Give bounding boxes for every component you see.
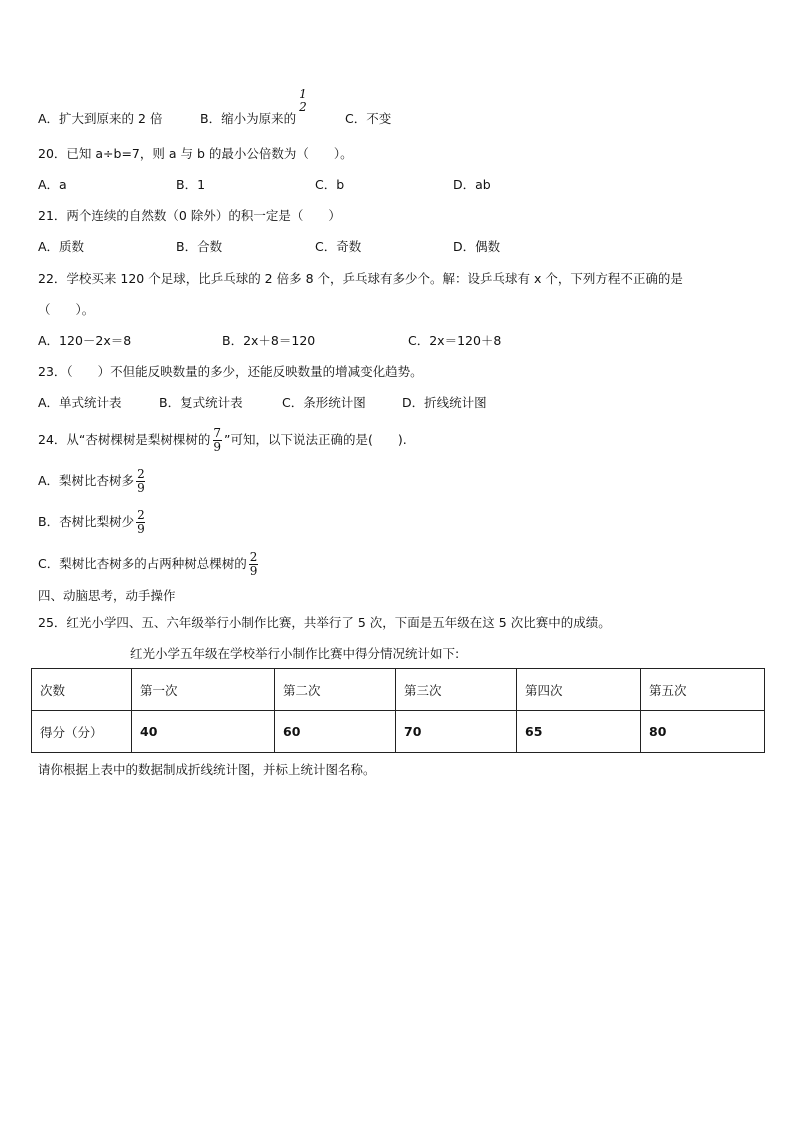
q19-option-a-text: A．扩大到原来的 2 倍 bbox=[38, 111, 163, 126]
q25-stem: 25．红光小学四、五、六年级举行小制作比赛，共举行了 5 次，下面是五年级在这 5 次比赛中的成绩。 bbox=[38, 615, 611, 630]
score-table bbox=[31, 668, 765, 753]
fraction-numerator: 2 bbox=[249, 550, 258, 564]
q22-stem: 22．学校买来 120 个足球，比乒乓球的 2 倍多 8 个，乒乓球有多少个。解：设乒乓球有 x 个，下列方程不正确的是 bbox=[38, 271, 683, 286]
table-header-cell: 第一次 bbox=[132, 669, 275, 711]
q21-option-a: A．质数 bbox=[38, 239, 85, 254]
q22-option-b: B．2x＋8＝120 bbox=[222, 333, 316, 348]
q23-option-a: A．单式统计表 bbox=[38, 395, 122, 410]
q19-fraction-denominator: 2 bbox=[299, 100, 307, 114]
q23-option-b: B．复式统计表 bbox=[159, 395, 243, 410]
q19-fraction bbox=[298, 88, 308, 114]
q24-stem-start: 24．从“杏树棵树是梨树棵树的 bbox=[38, 432, 211, 447]
q23-option-c: C．条形统计图 bbox=[282, 395, 366, 410]
q25-instruction: 请你根据上表中的数据制成折线统计图，并标上统计图名称。 bbox=[38, 762, 376, 777]
q20-option-b: B．1 bbox=[176, 177, 206, 192]
q24-option-c-text: C．梨树比杏树多的占两种树总棵树的 bbox=[38, 556, 247, 571]
fraction-denominator: 9 bbox=[137, 522, 145, 536]
q24-option-a-fraction bbox=[136, 468, 146, 495]
q23-stem: 23．（ ）不但能反映数量的多少，还能反映数量的增减变化趋势。 bbox=[38, 364, 423, 379]
q24-option-a bbox=[38, 464, 148, 498]
table-header-cell: 第四次 bbox=[517, 669, 641, 711]
q22-stem-continued: （ ）。 bbox=[38, 302, 95, 317]
q21-option-d: D．偶数 bbox=[453, 239, 501, 254]
section-heading: 四、动脑思考，动手操作 bbox=[38, 588, 176, 603]
fraction-numerator: 2 bbox=[137, 467, 145, 481]
fraction-denominator: 9 bbox=[249, 564, 258, 578]
q19-option-c bbox=[345, 111, 391, 127]
q22-option-a: A．120－2x＝8 bbox=[38, 333, 132, 348]
table-header-cell: 第五次 bbox=[641, 669, 765, 711]
q19-option-a bbox=[38, 111, 162, 127]
table-cell: 80 bbox=[641, 711, 765, 753]
q22-option-c: C．2x＝120＋8 bbox=[408, 333, 502, 348]
table-row-label: 得分（分） bbox=[32, 711, 132, 753]
fraction-numerator: 2 bbox=[137, 508, 145, 522]
q24-stem-end: ”可知，以下说法正确的是( ). bbox=[224, 432, 407, 447]
q19-option-b bbox=[200, 87, 310, 126]
q24-option-b-fraction bbox=[136, 509, 146, 536]
table-header-cell: 第二次 bbox=[275, 669, 396, 711]
table-cell: 70 bbox=[396, 711, 517, 753]
q24-option-b-text: B．杏树比梨树少 bbox=[38, 514, 135, 529]
table-row bbox=[32, 711, 765, 753]
table-title: 红光小学五年级在学校举行小制作比赛中得分情况统计如下: bbox=[130, 646, 460, 661]
q24-option-c-fraction bbox=[249, 551, 259, 578]
q21-option-c: C．奇数 bbox=[315, 239, 362, 254]
q20-stem: 20．已知 a÷b=7，则 a 与 b 的最小公倍数为（ ）。 bbox=[38, 146, 353, 161]
q24-stem-fraction bbox=[212, 427, 222, 454]
q24-stem-numerator: 7 bbox=[213, 426, 222, 440]
q24-stem-denominator: 9 bbox=[213, 440, 222, 454]
q24-option-b bbox=[38, 505, 148, 539]
table-header-cell: 第三次 bbox=[396, 669, 517, 711]
q20-option-a: A．a bbox=[38, 177, 67, 192]
table-cell: 60 bbox=[275, 711, 396, 753]
table-cell: 40 bbox=[132, 711, 275, 753]
q19-option-c-text: C．不变 bbox=[345, 111, 392, 126]
q19-fraction-numerator: 1 bbox=[299, 87, 307, 101]
q19-option-b-text: B．缩小为原来的 bbox=[200, 111, 297, 126]
q21-stem: 21．两个连续的自然数（0 除外）的积一定是（ ） bbox=[38, 208, 341, 223]
q21-option-b: B．合数 bbox=[176, 239, 223, 254]
q24-stem bbox=[38, 423, 407, 457]
q24-option-a-text: A．梨树比杏树多 bbox=[38, 473, 135, 488]
q20-option-c: C．b bbox=[315, 177, 345, 192]
q24-option-c bbox=[38, 547, 260, 581]
fraction-denominator: 9 bbox=[137, 481, 145, 495]
q20-option-d: D．ab bbox=[453, 177, 491, 192]
table-header-cell: 次数 bbox=[32, 669, 132, 711]
table-cell: 65 bbox=[517, 711, 641, 753]
table-header-row bbox=[32, 669, 765, 711]
q23-option-d: D．折线统计图 bbox=[402, 395, 487, 410]
